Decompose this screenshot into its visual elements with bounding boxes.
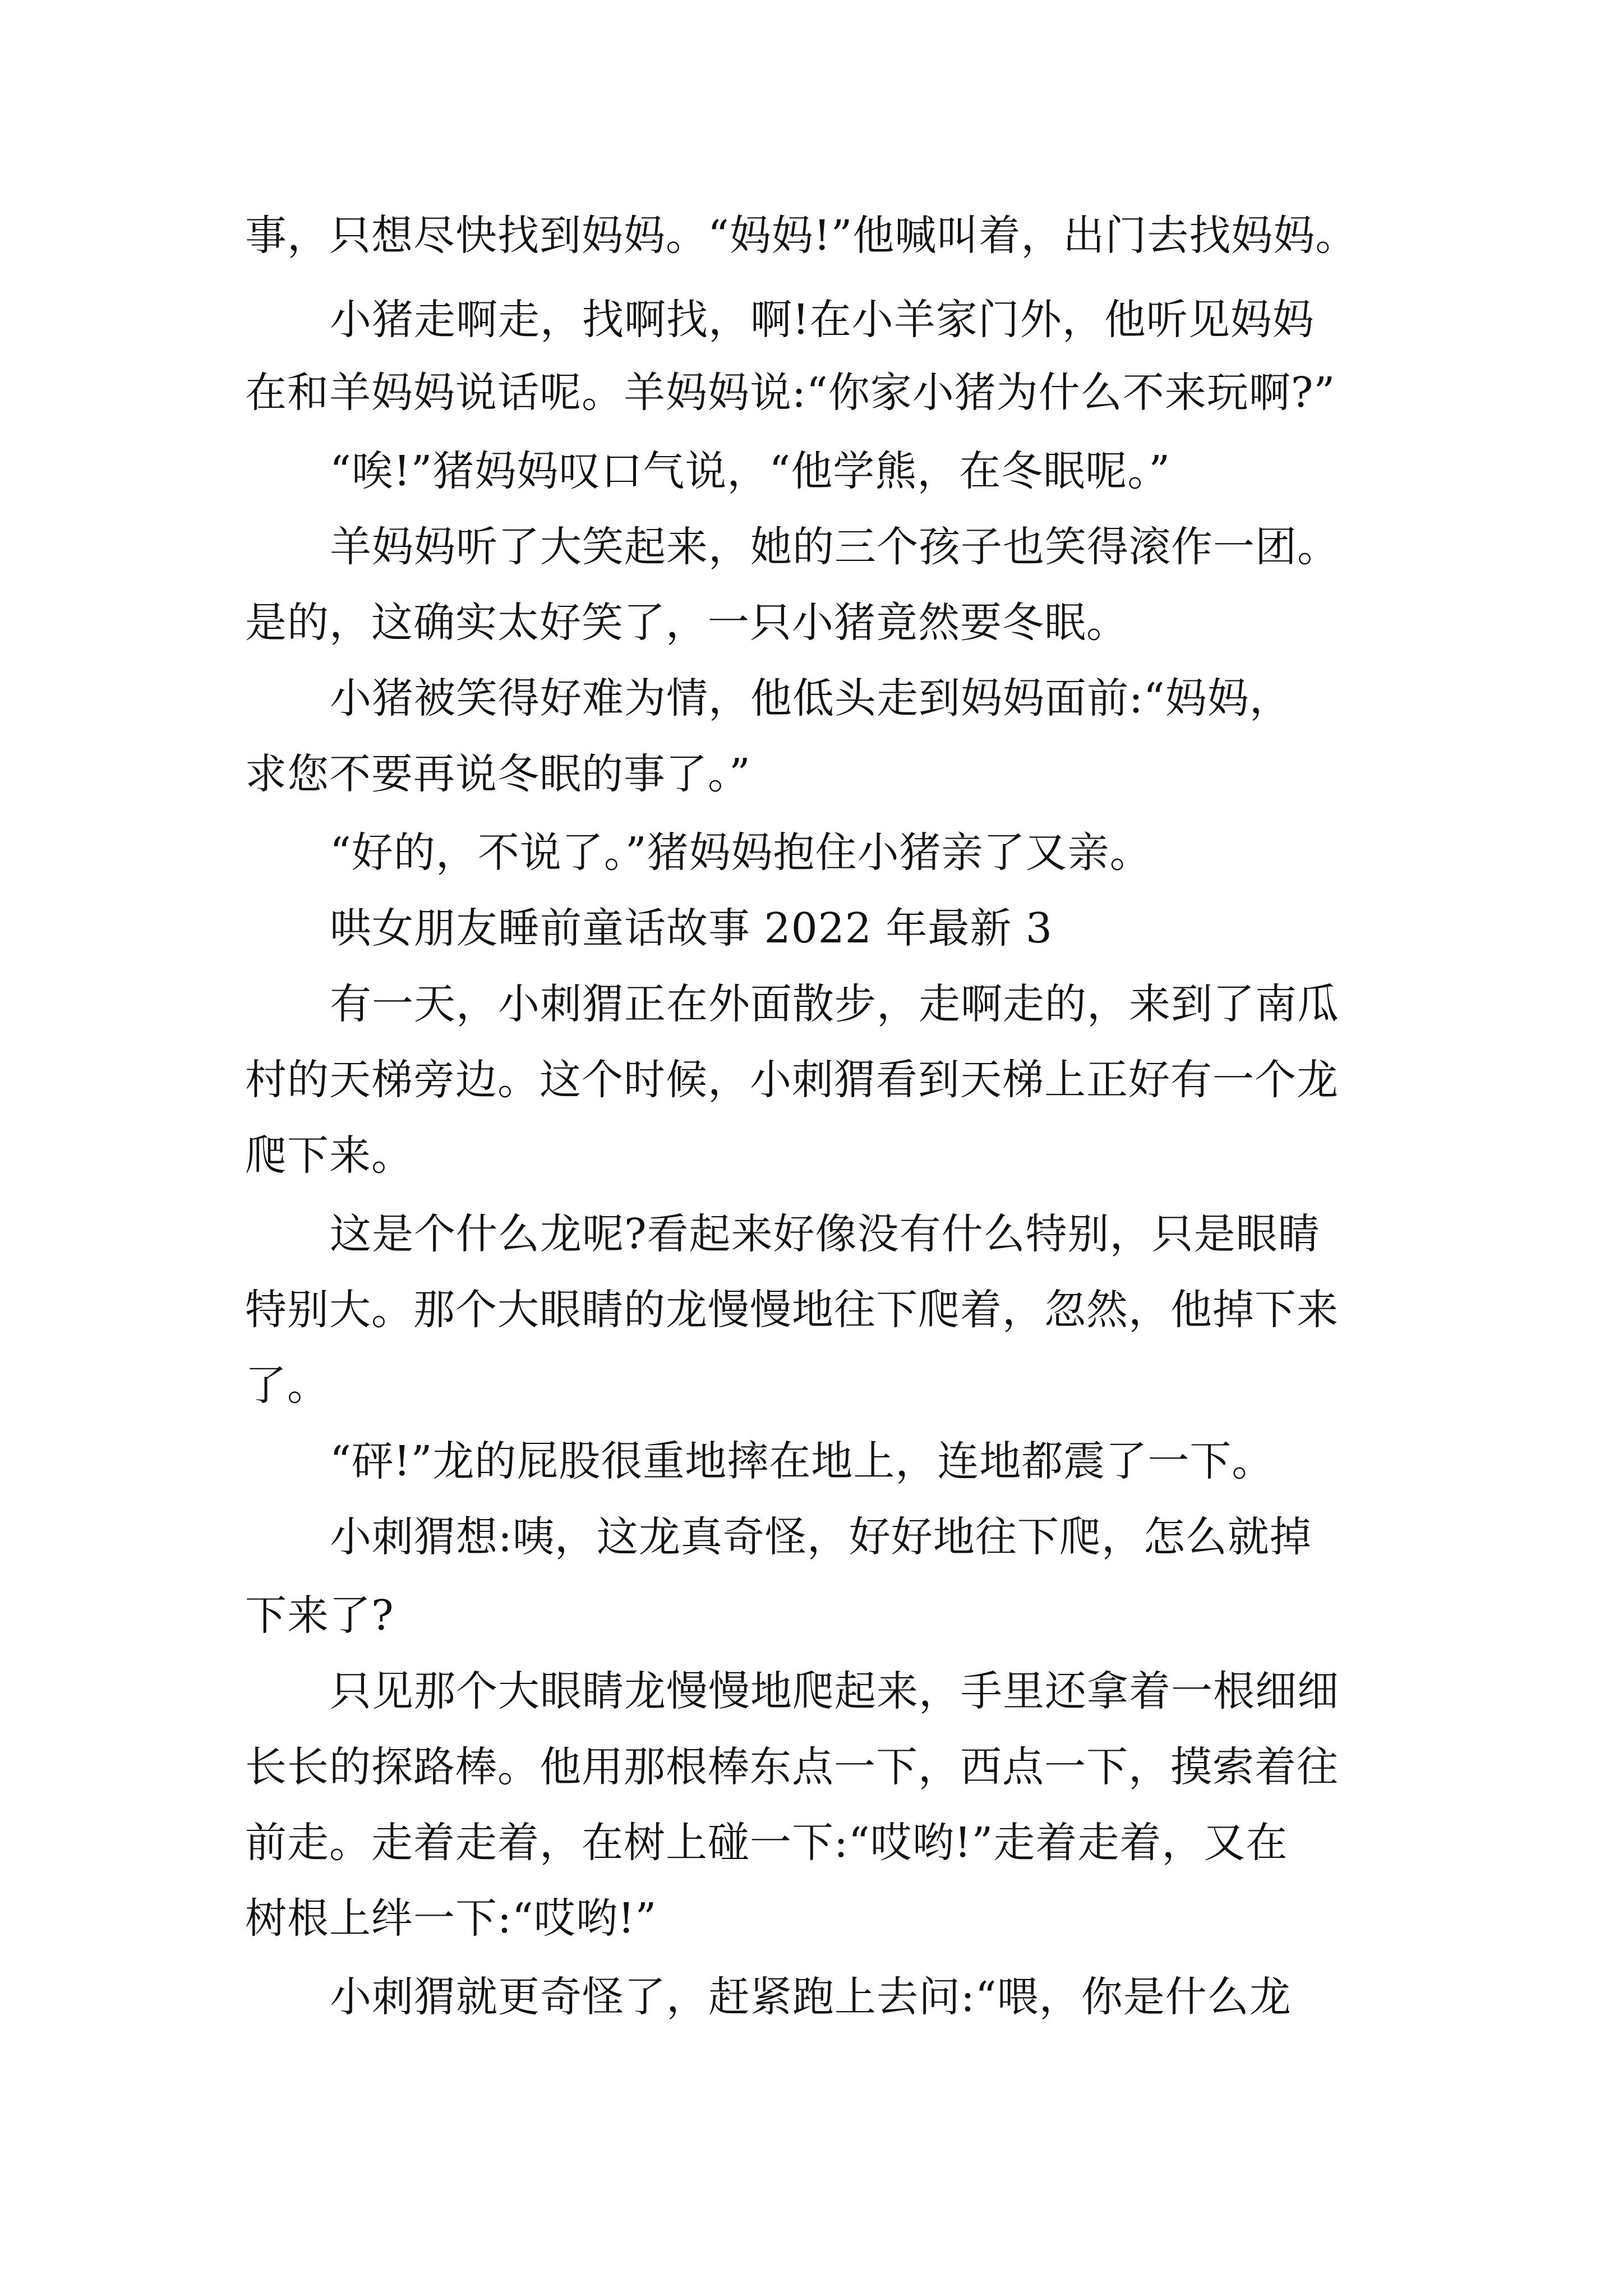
text-line: “砰!”龙的屁股很重地摔在地上，连地都震了一下。 bbox=[330, 1437, 1274, 1485]
text-line: 这是个什么龙呢?看起来好像没有什么特别，只是眼睛 bbox=[330, 1210, 1320, 1258]
text-line: 在和羊妈妈说话呢。羊妈妈说:“你家小猪为什么不来玩啊?” bbox=[245, 369, 1336, 417]
text-line: 有一天，小刺猬正在外面散步，走啊走的，来到了南瓜 bbox=[330, 980, 1339, 1028]
section-heading: 哄女朋友睡前童话故事 2022 年最新 3 bbox=[330, 904, 1053, 953]
text-line: 小刺猬就更奇怪了，赶紧跑上去问:“喂，你是什么龙 bbox=[330, 1973, 1292, 2021]
text-line: 小猪走啊走，找啊找，啊!在小羊家门外，他听见妈妈 bbox=[330, 296, 1315, 344]
text-line: 小猪被笑得好难为情，他低头走到妈妈面前:“妈妈， bbox=[330, 674, 1292, 723]
text-line: 了。 bbox=[245, 1361, 329, 1410]
text-line: 下来了? bbox=[245, 1591, 394, 1640]
text-line: 长长的探路棒。他用那根棒东点一下，西点一下，摸索着往 bbox=[245, 1743, 1339, 1791]
text-line: 只见那个大眼睛龙慢慢地爬起来，手里还拿着一根细细 bbox=[330, 1667, 1339, 1715]
text-line: 求您不要再说冬眠的事了。” bbox=[245, 750, 751, 798]
text-line: 事，只想尽快找到妈妈。“妈妈!”他喊叫着，出门去找妈妈。 bbox=[245, 211, 1358, 260]
text-line: 村的天梯旁边。这个时候，小刺猬看到天梯上正好有一个龙 bbox=[245, 1056, 1339, 1104]
text-line: 羊妈妈听了大笑起来，她的三个孩子也笑得滚作一团。 bbox=[330, 523, 1339, 571]
text-line: 爬下来。 bbox=[245, 1131, 413, 1180]
text-line: 前走。走着走着，在树上碰一下:“哎哟!”走着走着，又在 bbox=[245, 1819, 1288, 1867]
text-line: “唉!”猪妈妈叹口气说，“他学熊，在冬眠呢。” bbox=[330, 447, 1171, 495]
text-line: 树根上绊一下:“哎哟!” bbox=[245, 1894, 657, 1943]
text-line: 小刺猬想:咦，这龙真奇怪，好好地往下爬，怎么就掉 bbox=[330, 1513, 1312, 1561]
text-line: 是的，这确实太好笑了，一只小猪竟然要冬眠。 bbox=[245, 599, 1128, 647]
text-line: 特别大。那个大眼睛的龙慢慢地往下爬着，忽然，他掉下来 bbox=[245, 1286, 1339, 1334]
text-line: “好的，不说了。”猪妈妈抱住小猪亲了又亲。 bbox=[330, 829, 1152, 877]
